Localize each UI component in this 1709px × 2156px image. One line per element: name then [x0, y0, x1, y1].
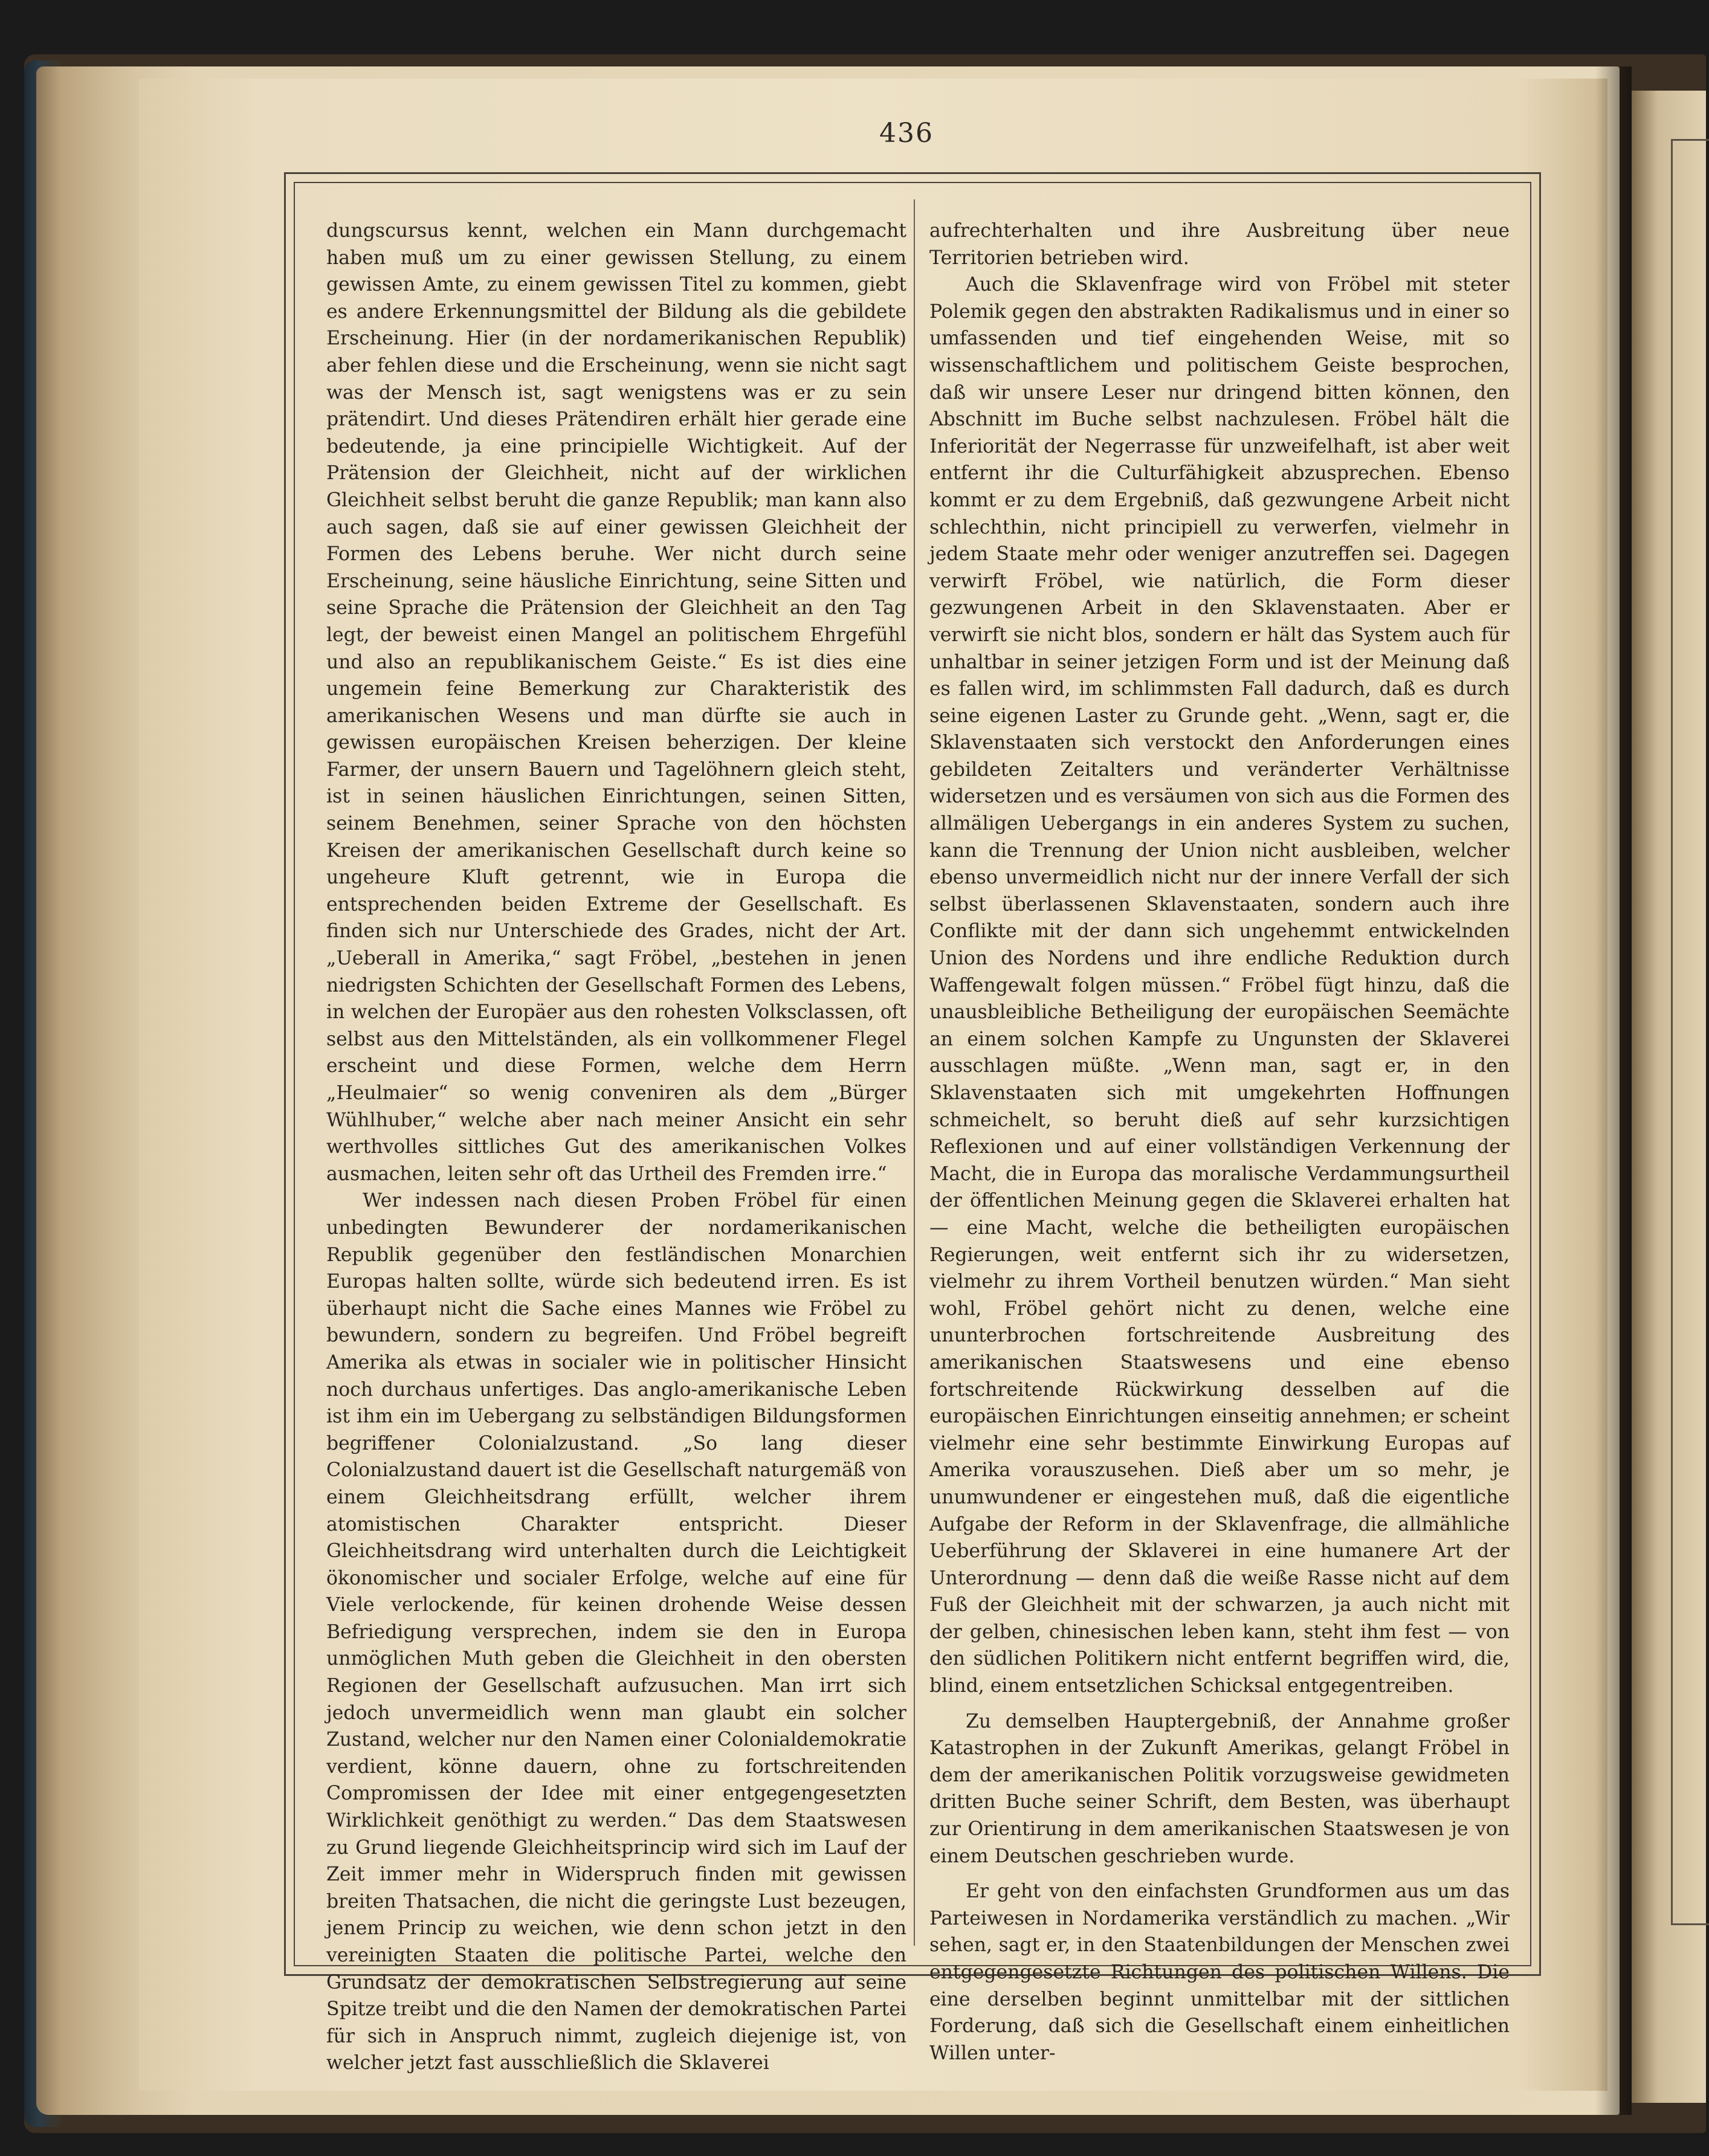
- paragraph: Auch die Sklavenfrage wird von Fröbel mit steter Polemik gegen den abstrakten Radikalismus und in einer so umfassenden und tief eingehenden Weise, mit so wissenschaftlichem und politischem Geiste besprochen, daß wir unsere Leser nur dringend bitten können, den Abschnitt im Buche selbst nachzulesen. Fröbel hält die Inferiorität der Negerrasse für unzweifelhaft, ist aber weit entfernt ihr die Culturfähigkeit abzusprechen. Ebenso kommt er zu dem Ergebniß, daß gezwungene Arbeit nicht schlechthin, nicht principiell zu verwerfen, vielmehr in jedem Staate mehr oder weniger anzutreffen sei. Dagegen verwirft Fröbel, wie natürlich, die Form dieser gezwungenen Arbeit in den Sklavenstaaten. Aber er verwirft sie nicht blos, sondern er hält das System auch für unhaltbar in seiner jetzigen Form und ist der Meinung daß es fallen wird, im schlimmsten Fall dadurch, daß es durch seine eigenen Laster zu Grunde geht. „Wenn, sagt er, die Sklavenstaaten sich verstockt den Anforderungen eines gebildeten Zeitalters und veränderter Verhältnisse widersetzen und es versäumen von sich aus die Formen des allmäligen Uebergangs in ein anderes System zu suchen, kann die Trennung der Union nicht ausbleiben, welcher ebenso unvermeidlich nicht nur der innere Verfall der sich selbst überlassenen Sklavenstaaten, sondern auch ihre Conflikte mit der dann sich ungehemmt entwickelnden Union des Nordens und ihre endliche Reduktion durch Waffengewalt folgen müssen.“ Fröbel fügt hinzu, daß die unausbleibliche Betheiligung der europäischen Seemächte an einem solchen Kampfe zu Ungunsten der Sklaverei ausschlagen müßte. „Wenn man, sagt er, in den Sklavenstaaten sich mit umgekehrten Hoffnungen schmeichelt, so beruht dieß auf sehr kurzsichtigen Reflexionen und auf einer vollständigen Verkennung der Macht, die in Europa das moralische Verdammungsurtheil der öffentlichen Meinung gegen die Sklaverei erhalten hat — eine Macht, welche die betheiligten europäischen Regierungen, weit entfernt sich ihr zu widersetzen, vielmehr zu ihrem Vortheil benutzen würden.“ Man sieht wohl, Fröbel gehört nicht zu denen, welche eine ununterbrochen fortschreitende Ausbreitung des amerikanischen Staatswesens und eine ebenso fortschreitende Rückwirkung desselben auf die europäischen Einrichtungen einseitig annehmen; er scheint vielmehr eine sehr bestimmte Einwirkung Europas auf Amerika vorauszusehen. Dieß aber um so mehr, je unumwundener er eingestehen muß, daß die eigentliche Aufgabe der Reform in der Sklavenfrage, die allmähliche Ueberführung der Sklaverei in eine humanere Art der Unterordnung — denn daß die weiße Rasse nicht auf dem Fuß der Gleichheit mit der schwarzen, ja auch nicht mit der gelben, chinesischen leben kann, steht ihm fest — von den südlichen Politikern nicht entfernt begriffen wird, die, blind, einem entsetzlichen Schicksal entgegentreiben.: [929, 274, 1510, 1697]
- gutter-shadow: [1595, 66, 1632, 2115]
- paragraph: Zu demselben Hauptergebniß, der Annahme großer Katastrophen in der Zukunft Amerikas, gelangt Fröbel in dem der amerikanischen Politik vorzugsweise gewidmeten dritten Buche seiner Schrift, dem Besten, was überhaupt zur Orientirung in dem amerikanischen Staatswesen je von einem Deutschen geschrieben wurde.: [929, 1710, 1510, 1867]
- paragraph: Er geht von den einfachsten Grundformen aus um das Parteiwesen in Nordamerika verständlich zu machen. „Wir sehen, sagt er, in den Staatenbildungen der Menschen zwei entgegengesetzte Richtungen des politischen Willens. Die eine derselben beginnt unmittelbar mit der sittlichen Forderung, daß sich die Gesellschaft einem einheitlichen Willen unter-: [929, 1880, 1510, 2064]
- column-divider: [914, 199, 915, 1946]
- paragraph: dungscursus kennt, welchen ein Mann durchgemacht haben muß um zu einer gewissen Stellung, zu einem gewissen Amte, zu einem gewissen Titel zu kommen, giebt es andere Erkennungsmittel der Bildung als die gebildete Erscheinung. Hier (in der nordamerikanischen Republik) aber fehlen diese und die Erscheinung, wenn sie nicht sagt was der Mensch ist, sagt wenigstens was er zu sein prätendirt. Und dieses Prätendiren erhält hier gerade eine bedeutende, ja eine principielle Wichtigkeit. Auf der Prätension der Gleichheit, nicht auf der wirklichen Gleichheit selbst beruht die ganze Republik; man kann also auch sagen, daß sie auf einer gewissen Gleichheit der Formen des Lebens beruhe. Wer nicht durch seine Erscheinung, seine häusliche Einrichtung, seine Sitten und seine Sprache die Prätension der Gleichheit an den Tag legt, der beweist einen Mangel an politischem Ehrgefühl und also an republikanischem Geiste.“ Es ist dies eine ungemein feine Bemerkung zur Charakteristik des amerikanischen Wesens und man dürfte sie auch in gewissen europäischen Kreisen beherzigen. Der kleine Farmer, der unsern Bauern und Tagelöhnern gleich steht, ist in seinen häuslichen Einrichtungen, seinen Sitten, seinem Benehmen, seiner Sprache von den höchsten Kreisen der amerikanischen Gesellschaft durch keine so ungeheure Kluft getrennt, wie in Europa die entsprechenden beiden Extreme der Gesellschaft. Es finden sich nur Unterschiede des Grades, nicht der Art. „Ueberall in Amerika,“ sagt Fröbel, „bestehen in jenen niedrigsten Schichten der Gesellschaft Formen des Lebens, in welchen der Europäer aus den rohesten Volksclassen, oft selbst aus den Mittelständen, als ein vollkommener Flegel erscheint und diese Formen, welche dem Herrn „Heulmaier“ so wenig conveniren als dem „Bürger Wühlhuber,“ welche aber nach meiner Ansicht ein sehr werthvolles sittliches Gut des amerikanischen Volkes ausmachen, leiten sehr oft das Urtheil des Fremden irre.“: [326, 220, 906, 1185]
- paragraph: aufrechterhalten und ihre Ausbreitung über neue Territorien betrieben wird.: [929, 220, 1510, 269]
- page-number: 436: [879, 118, 934, 149]
- right-column: [929, 218, 1510, 2064]
- paragraph: Wer indessen nach diesen Proben Fröbel für einen unbedingten Bewunderer der nordamerikanischen Republik gegenüber den festländischen Monarchien Europas halten sollte, würde sich bedeutend irren. Es ist überhaupt nicht die Sache eines Mannes wie Fröbel zu bewundern, sondern zu begreifen. Und Fröbel begreift Amerika als etwas in socialer wie in politischer Hinsicht noch durchaus unfertiges. Das anglo-amerikanische Leben ist ihm ein im Uebergang zu selbständigen Bildungsformen begriffener Colonialzustand. „So lang dieser Colonialzustand dauert ist die Gesellschaft naturgemäß von einem Gleichheitsdrang erfüllt, welcher ihrem atomistischen Charakter entspricht. Dieser Gleichheitsdrang wird unterhalten durch die Leichtigkeit ökonomischer und socialer Erfolge, welche auf eine für Viele verlockende, für keinen drohende Weise dessen Befriedigung versprechen, indem sie den in Europa unmöglichen Muth geben die Gleichheit in den obersten Regionen der Gesellschaft aufzusuchen. Man irrt sich jedoch unvermeidlich wenn man glaubt ein solcher Zustand, welcher nur den Namen einer Colonialdemokratie verdient, könne dauern, ohne zu fortschreitenden Compromissen der Idee mit einer entgegengesetzten Wirklichkeit genöthigt zu werden.“ Das dem Staatswesen zu Grund liegende Gleichheitsprincip wird sich im Lauf der Zeit immer mehr in Widerspruch finden mit gewissen breiten Thatsachen, die nicht die geringste Lust bezeugen, jenem Princip zu weichen, wie denn schon jetzt in den vereinigten Staaten die politische Partei, welche den Grundsatz der demokratischen Selbstregierung auf seine Spitze treibt und die den Namen der demokratischen Partei für sich in Anspruch nimmt, zugleich diejenige ist, von welcher jetzt fast ausschließlich die Sklaverei: [326, 1190, 906, 2074]
- left-column: [326, 218, 906, 2074]
- facing-page-frame: [1671, 139, 1709, 1925]
